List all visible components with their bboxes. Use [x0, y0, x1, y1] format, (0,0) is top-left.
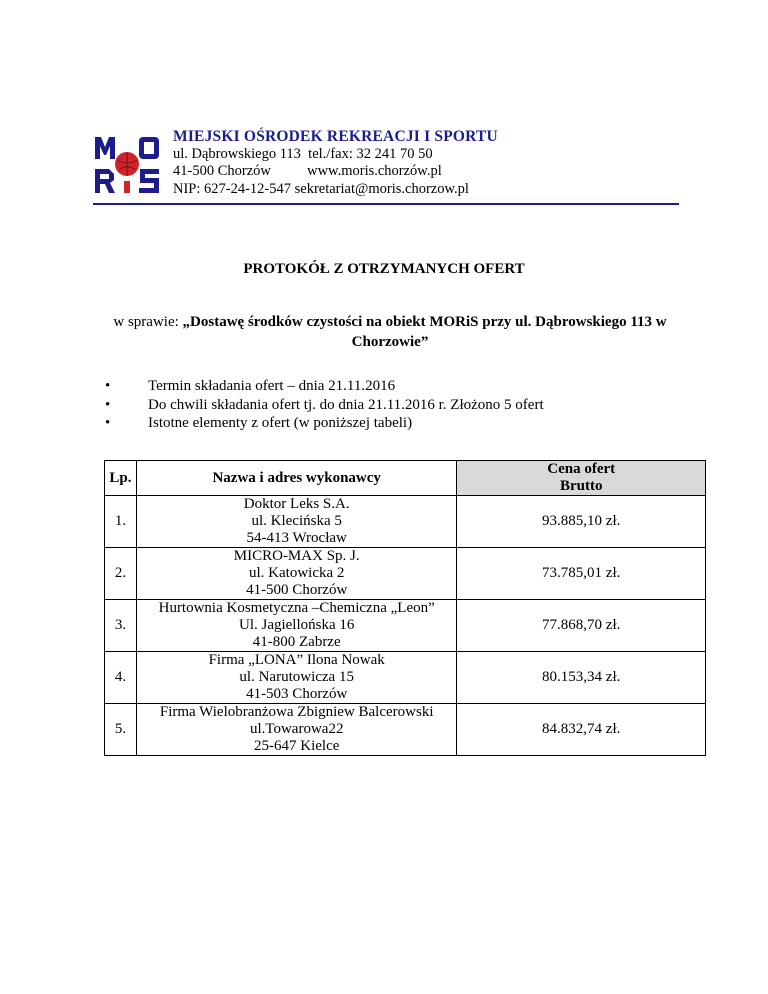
row-price: 84.832,74 zł.	[457, 704, 706, 756]
table-row	[105, 704, 706, 756]
header-lp: Lp.	[105, 461, 137, 496]
organization-city-web: 41-500 Chorzów www.moris.chorzów.pl	[173, 163, 442, 179]
organization-name: MIEJSKI OŚRODEK REKREACJI I SPORTU	[173, 128, 498, 145]
row-price: 80.153,34 zł.	[457, 652, 706, 704]
bullet-item-deadline: • Termin składania ofert – dnia 21.11.2016	[104, 377, 544, 396]
letterhead	[93, 128, 679, 206]
table-row	[105, 496, 706, 548]
bullet-list	[104, 377, 544, 433]
row-name: Doktor Leks S.A. ul. Klecińska 5 54-413 Wrocław	[136, 496, 456, 548]
bullet-item-count: • Do chwili składania ofert tj. do dnia 21.11.2016 r. Złożono 5 ofert	[104, 396, 544, 415]
header-price-line1: Cena ofert	[547, 461, 616, 477]
offers-table	[104, 460, 706, 756]
table-row	[105, 600, 706, 652]
bullet-item-details: • Istotne elementy z ofert (w poniższej tabeli)	[104, 414, 544, 433]
organization-info	[173, 128, 498, 198]
table-row	[105, 652, 706, 704]
row-name: Firma „LONA” Ilona Nowak ul. Narutowicza 15 41-503 Chorzów	[136, 652, 456, 704]
header-name: Nazwa i adres wykonawcy	[136, 461, 456, 496]
header-price-line2: Brutto	[559, 478, 603, 494]
row-lp: 3.	[105, 600, 137, 652]
row-price: 73.785,01 zł.	[457, 548, 706, 600]
header-divider	[93, 203, 679, 205]
row-lp: 2.	[105, 548, 137, 600]
subject-line	[110, 312, 670, 352]
organization-address: ul. Dąbrowskiego 113 tel./fax: 32 241 70 50	[173, 145, 433, 162]
moris-logo	[93, 133, 163, 197]
table-row	[105, 548, 706, 600]
row-lp: 4.	[105, 652, 137, 704]
row-lp: 5.	[105, 704, 137, 756]
subject-prefix: w sprawie:	[113, 314, 183, 330]
row-price: 77.868,70 zł.	[457, 600, 706, 652]
subject-text: „Dostawę środków czystości na obiekt MORiS przy ul. Dąbrowskiego 113 w Chorzowie”	[182, 314, 667, 350]
row-price: 93.885,10 zł.	[457, 496, 706, 548]
header-price	[457, 461, 706, 496]
document-title: PROTOKÓŁ Z OTRZYMANYCH OFERT	[243, 261, 525, 277]
row-lp: 1.	[105, 496, 137, 548]
organization-nip-email: NIP: 627-24-12-547 sekretariat@moris.chorzow.pl	[173, 180, 469, 197]
row-name: MICRO-MAX Sp. J. ul. Katowicka 2 41-500 Chorzów	[136, 548, 456, 600]
table-header-row	[105, 461, 706, 496]
row-name: Hurtownia Kosmetyczna –Chemiczna „Leon” Ul. Jagiellońska 16 41-800 Zabrze	[136, 600, 456, 652]
row-name: Firma Wielobranżowa Zbigniew Balcerowski ul.Towarowa22 25-647 Kielce	[136, 704, 456, 756]
